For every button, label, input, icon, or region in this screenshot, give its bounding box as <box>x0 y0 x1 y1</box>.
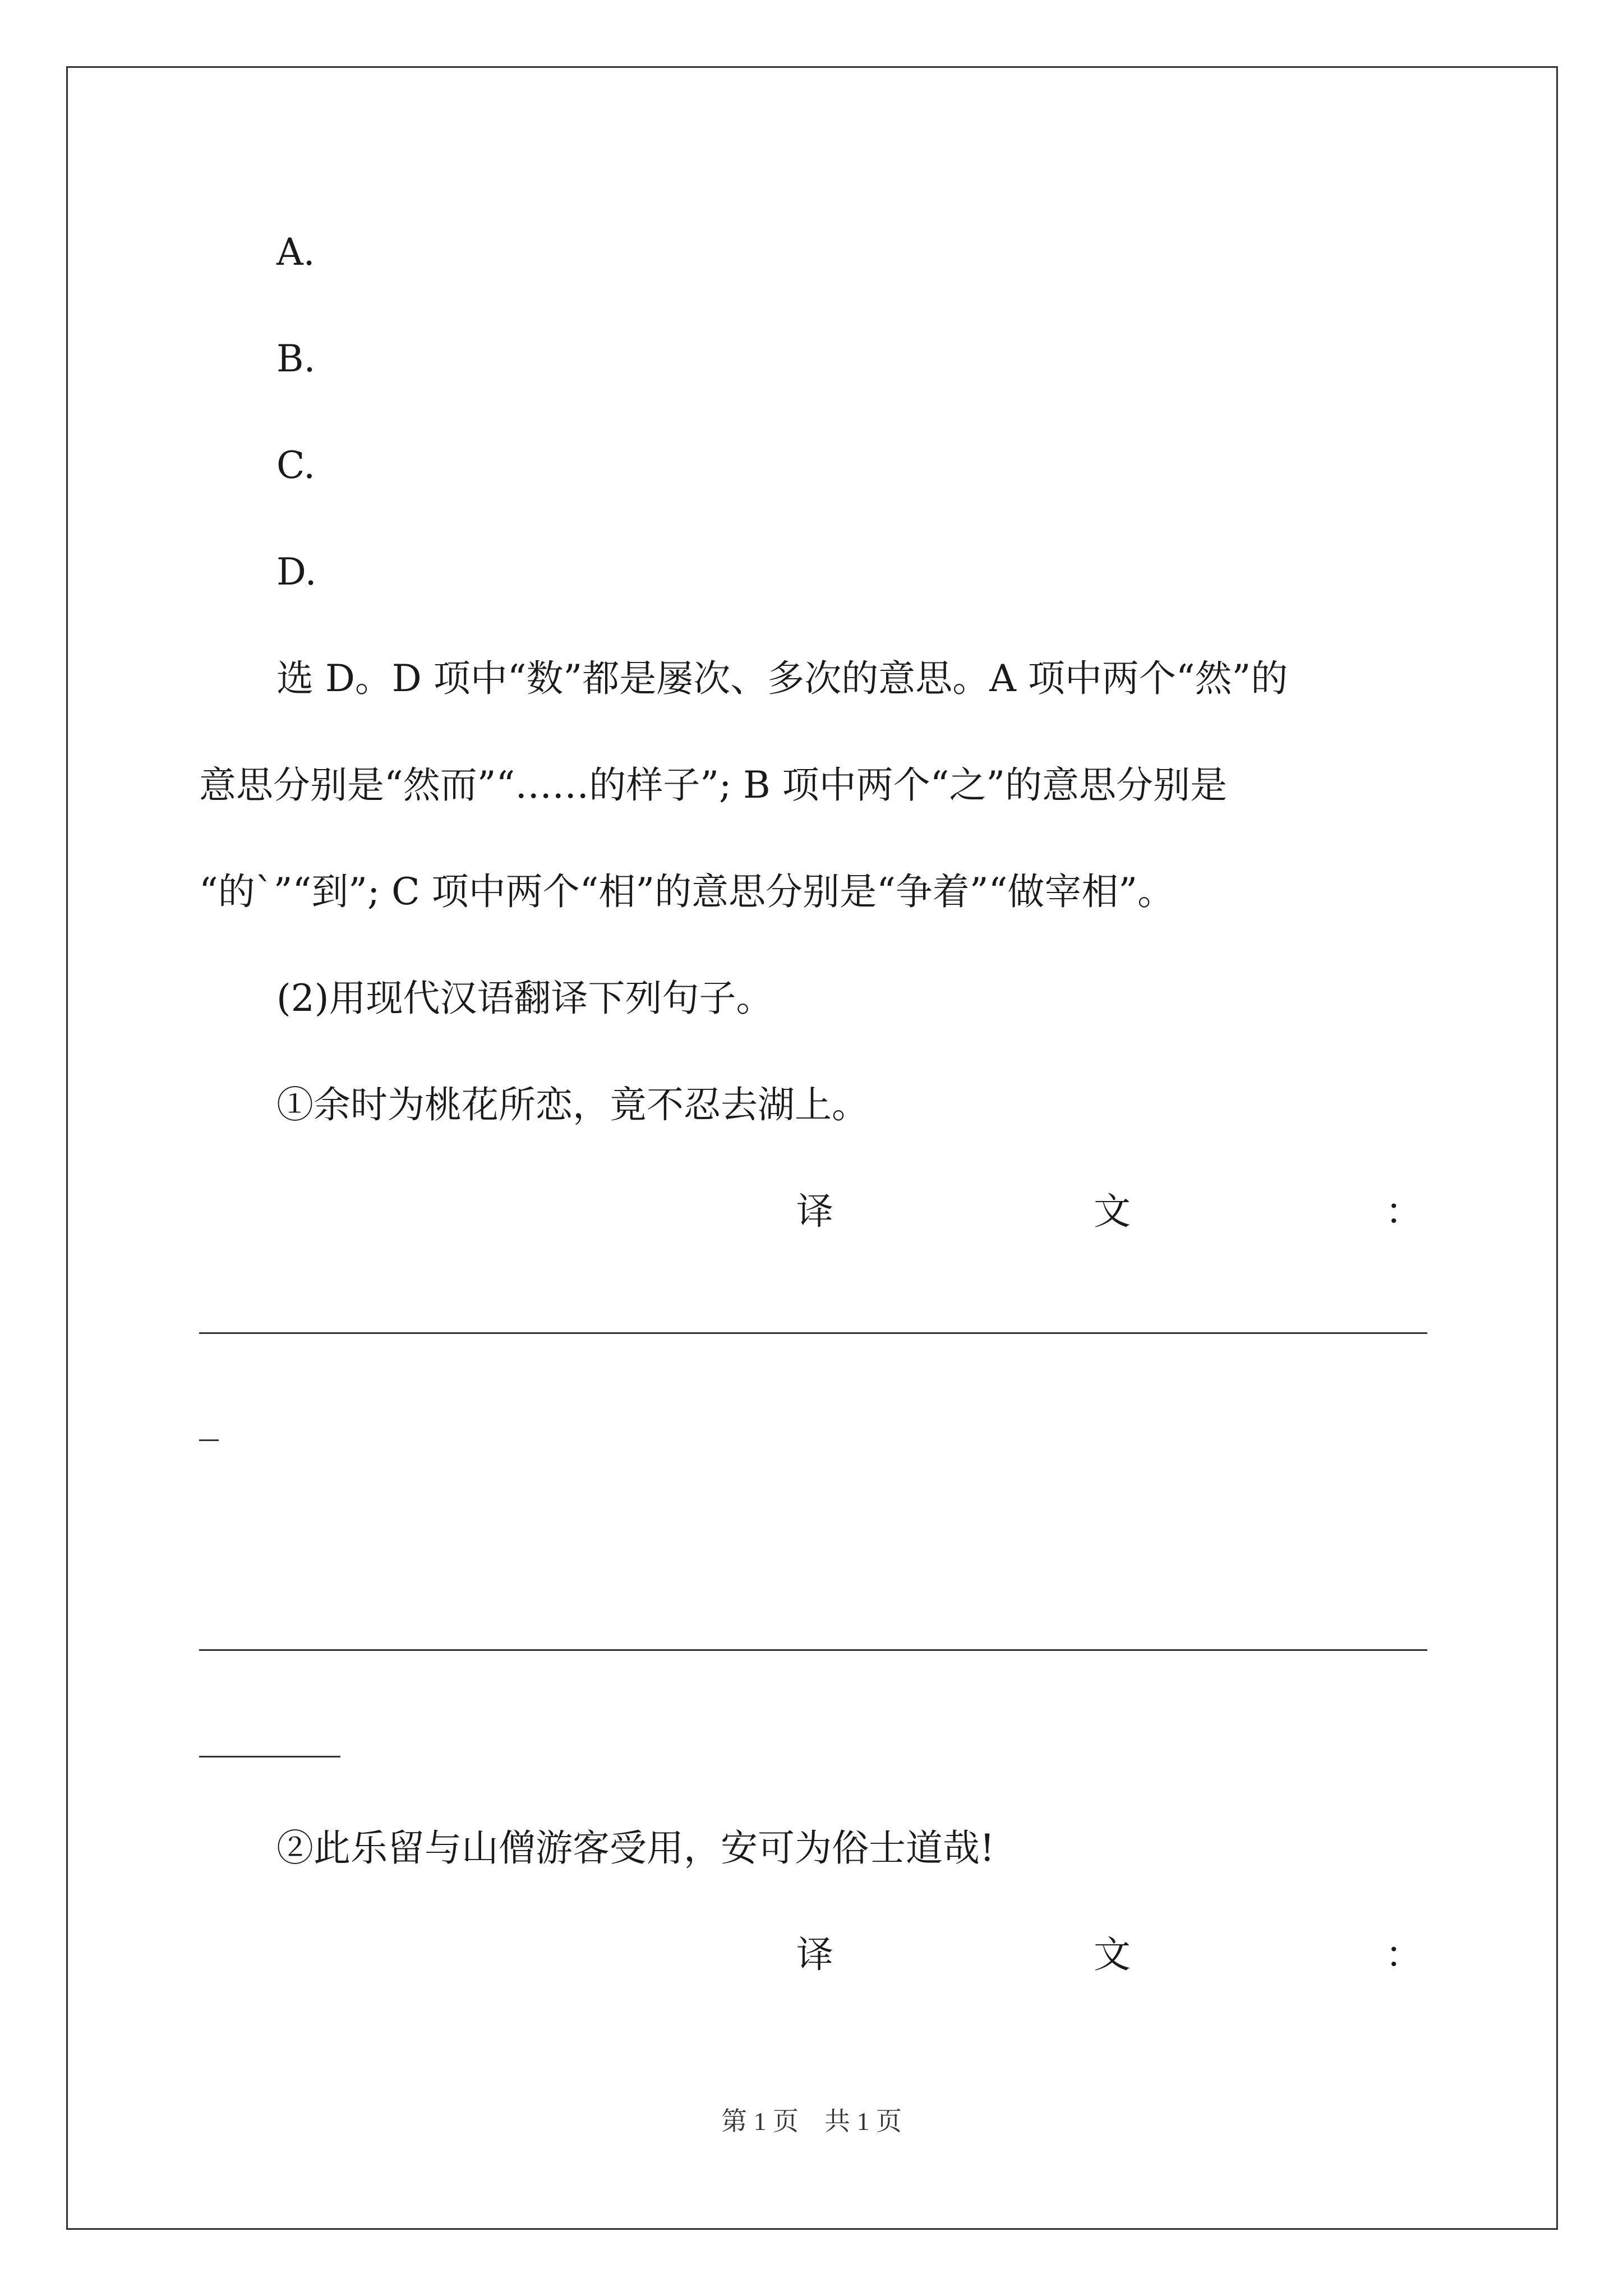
translation-label-char: 文 <box>1094 1190 1131 1233</box>
option-a: A. <box>276 231 315 274</box>
answer-blank-line <box>199 1649 1427 1651</box>
page-border <box>66 66 1558 2230</box>
answer-line: 选 D。D 项中“数”都是屡次、多次的意思。A 项中两个“然”的 <box>276 657 1288 700</box>
option-d: D. <box>276 550 317 593</box>
option-b: B. <box>276 337 316 380</box>
question-heading: (2)用现代汉语翻译下列句子。 <box>276 977 773 1020</box>
translation-label-char: 文 <box>1094 1933 1131 1976</box>
answer-line: 意思分别是“然而”“……的样子”; B 项中两个“之”的意思分别是 <box>199 763 1228 807</box>
translation-label-char: 译 <box>796 1190 833 1233</box>
option-c: C. <box>276 444 316 487</box>
translation-label-char: ： <box>1385 1190 1422 1233</box>
answer-blank-line <box>199 1332 1427 1334</box>
answer-line: “的`”“到”; C 项中两个“相”的意思分别是“争着”“做宰相”。 <box>199 870 1175 913</box>
answer-blank-line <box>199 1756 340 1757</box>
answer-blank-line <box>199 1439 219 1441</box>
translation-label-char: ： <box>1385 1933 1422 1976</box>
page-number-footer: 第 1 页 共 1 页 <box>721 2107 902 2136</box>
sentence-1: ①余时为桃花所恋，竟不忍去湖上。 <box>276 1083 869 1126</box>
translation-label-char: 译 <box>796 1933 833 1976</box>
sentence-2: ②此乐留与山僧游客受用，安可为俗士道哉! <box>276 1826 995 1870</box>
